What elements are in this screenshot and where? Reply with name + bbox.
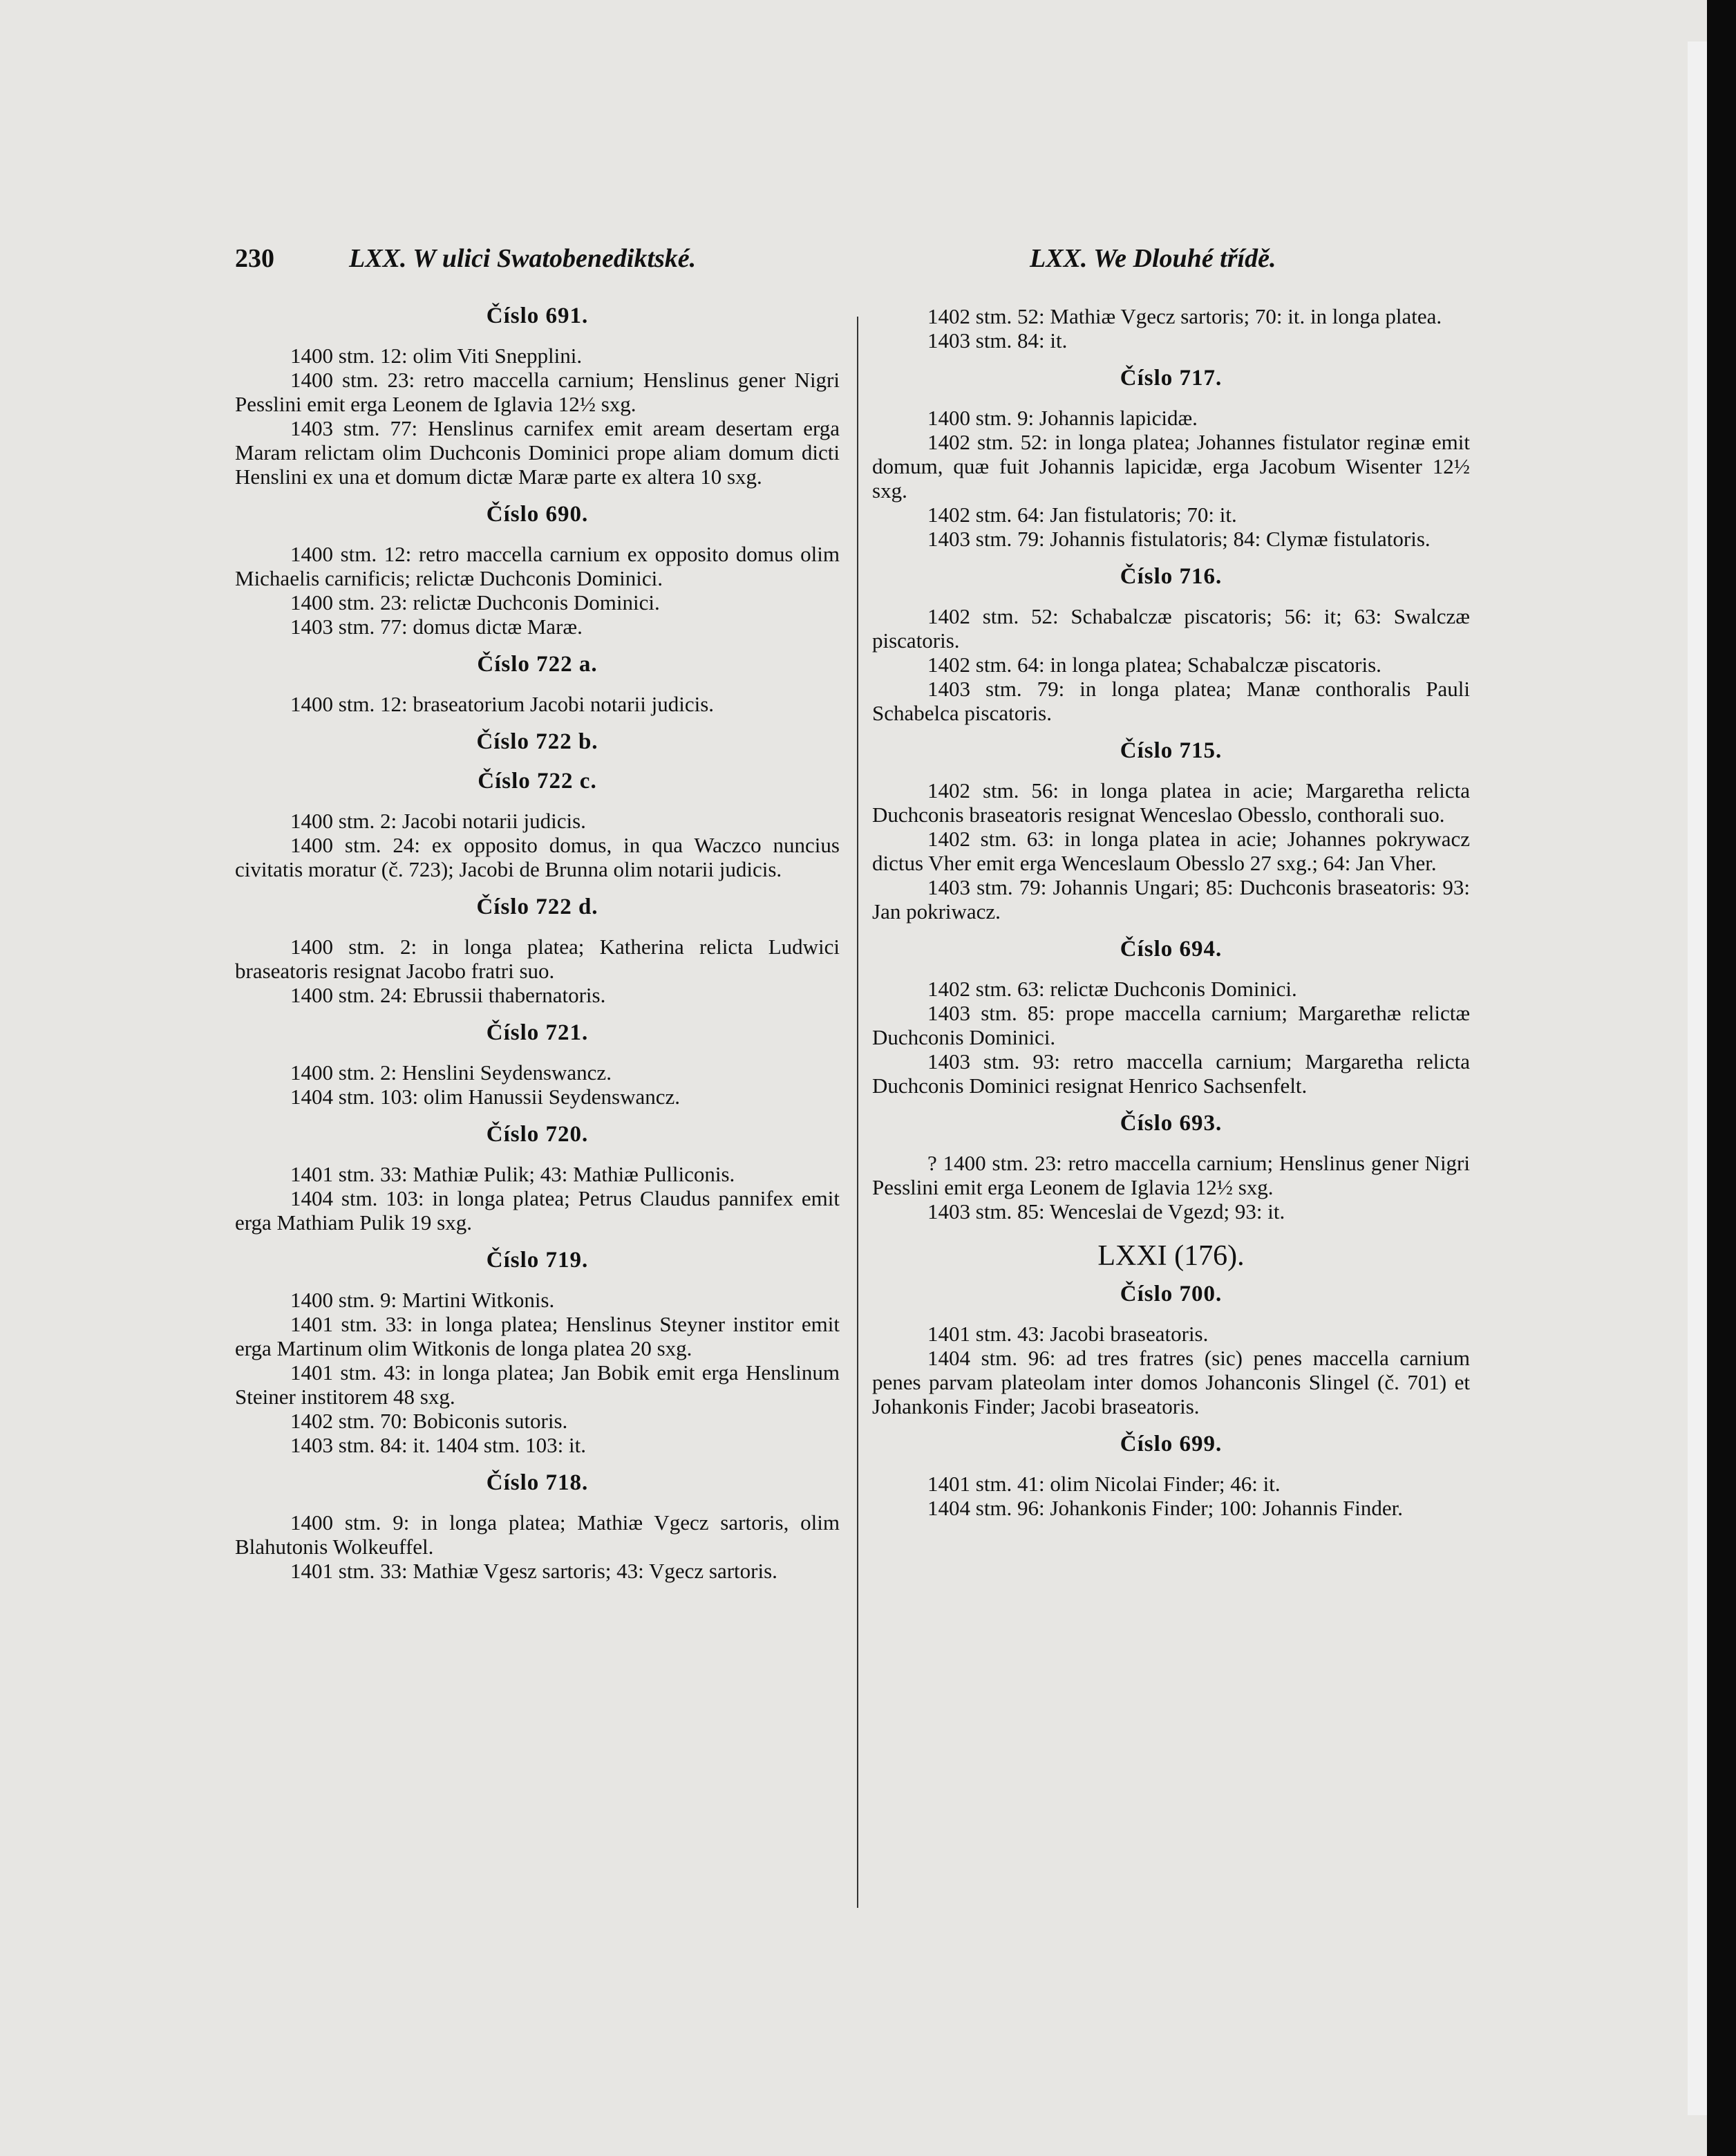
register-entry: 1403 stm. 84: it. 1404 stm. 103: it. <box>290 1433 587 1457</box>
section-heading: Číslo 715. <box>1120 738 1223 763</box>
section-heading: Číslo 699. <box>1120 1432 1223 1456</box>
register-entry: 1402 stm. 63: in longa platea in acie; Johannes pokrywacz dictus Vher emit erga Wenceslaum Obesslo 27 sxg.; 64: Jan Vher. <box>872 827 1470 875</box>
register-entry: 1402 stm. 52: Mathiæ Vgecz sartoris; 70: it. in longa platea. <box>927 304 1442 328</box>
register-entry: 1401 stm. 41: olim Nicolai Finder; 46: it. <box>927 1472 1281 1496</box>
register-entry: 1401 stm. 33: in longa platea; Henslinus Steyner institor emit erga Martinum olim Witkonis de longa platea 20 sxg. <box>235 1312 840 1360</box>
register-entry: 1403 stm. 77: domus dictæ Maræ. <box>290 615 583 639</box>
register-entry: 1401 stm. 43: in longa platea; Jan Bobik emit erga Henslinum Steiner institorem 48 sxg. <box>235 1360 840 1409</box>
register-entry: 1402 stm. 52: in longa platea; Johannes fistulator reginæ emit domum, quæ fuit Johannis lapicidæ, erga Jacobum Wisenter 12½ sxg. <box>872 430 1470 503</box>
section-heading: Číslo 718. <box>486 1470 589 1495</box>
section-heading: Číslo 721. <box>486 1020 589 1045</box>
register-entry: 1402 stm. 70: Bobiconis sutoris. <box>290 1409 568 1433</box>
section-heading: Číslo 720. <box>486 1122 589 1147</box>
register-entry: 1403 stm. 79: Johannis Ungari; 85: Duchconis braseatoris: 93: Jan pokriwacz. <box>872 875 1470 924</box>
section-heading: Číslo 722 a. <box>477 652 598 677</box>
register-entry: 1404 stm. 96: ad tres fratres (sic) penes maccella carnium penes parvam plateolam inter domos Johanconis Slingel (č. 701) et Johankonis Finder; Jacobi braseatoris. <box>872 1346 1470 1418</box>
register-entry: 1400 stm. 24: Ebrussii thabernatoris. <box>290 983 606 1007</box>
section-heading: Číslo 719. <box>486 1248 589 1273</box>
register-entry: 1400 stm. 12: braseatorium Jacobi notarii judicis. <box>290 692 715 716</box>
register-entry: 1404 stm. 103: olim Hanussii Seydenswancz. <box>290 1085 680 1109</box>
page-edge <box>1688 41 1707 2115</box>
section-heading: Číslo 717. <box>1120 366 1223 391</box>
register-entry: 1400 stm. 9: Johannis lapicidæ. <box>927 406 1198 430</box>
column-divider <box>857 317 858 1908</box>
section-heading: Číslo 700. <box>1120 1282 1223 1306</box>
register-entry: 1400 stm. 23: retro maccella carnium; Henslinus gener Nigri Pesslini emit erga Leonem de Iglavia 12½ sxg. <box>235 368 840 416</box>
register-entry: 1400 stm. 9: in longa platea; Mathiæ Vgecz sartoris, olim Blahutonis Wolkeuffel. <box>235 1510 840 1559</box>
register-entry: 1400 stm. 9: Martini Witkonis. <box>290 1288 555 1312</box>
register-entry: 1403 stm. 84: it. <box>927 328 1068 353</box>
register-entry: 1400 stm. 24: ex opposito domus, in qua Waczco nuncius civitatis moratur (č. 723); Jacobi de Brunna olim notarii judicis. <box>235 833 840 881</box>
register-entry: 1400 stm. 2: Jacobi notarii judicis. <box>290 809 586 833</box>
register-entry: 1402 stm. 56: in longa platea in acie; Margaretha relicta Duchconis braseatoris resignat Wenceslao Obesslo, conthorali suo. <box>872 778 1470 827</box>
register-entry: 1400 stm. 12: retro maccella carnium ex opposito domus olim Michaelis carnificis; relictæ Duchconis Dominici. <box>235 542 840 590</box>
register-entry: 1403 stm. 85: Wenceslai de Vgezd; 93: it. <box>927 1199 1285 1224</box>
section-heading: Číslo 693. <box>1120 1111 1223 1136</box>
register-entry: 1403 stm. 93: retro maccella carnium; Margaretha relicta Duchconis Dominici resignat Henrico Sachsenfelt. <box>872 1049 1470 1098</box>
register-entry: 1404 stm. 103: in longa platea; Petrus Claudus pannifex emit erga Mathiam Pulik 19 sxg. <box>235 1186 840 1235</box>
section-heading: Číslo 722 b. <box>476 729 598 754</box>
register-entry: 1402 stm. 64: Jan fistulatoris; 70: it. <box>927 503 1237 527</box>
section-heading: Číslo 694. <box>1120 937 1223 962</box>
register-entry: 1401 stm. 33: Mathiæ Vgesz sartoris; 43: Vgecz sartoris. <box>290 1559 777 1583</box>
right-column <box>872 304 1470 1520</box>
register-entry: 1403 stm. 77: Henslinus carnifex emit aream desertam erga Maram relictam olim Duchconis Dominici prope aliam domum dicti Henslini ex una et domum dictæ Maræ parte ex altera 10 sxg. <box>235 416 840 489</box>
register-entry: 1403 stm. 79: Johannis fistulatoris; 84: Clymæ fistulatoris. <box>927 527 1431 551</box>
register-entry: 1403 stm. 85: prope maccella carnium; Margarethæ relictæ Duchconis Dominici. <box>872 1001 1470 1049</box>
chapter-heading: LXXI (176). <box>1097 1240 1245 1272</box>
register-entry: 1402 stm. 52: Schabalczæ piscatoris; 56: it; 63: Swalczæ piscatoris. <box>872 604 1470 653</box>
register-entry: 1400 stm. 12: olim Viti Snepplini. <box>290 344 583 368</box>
page-number: 230 <box>235 244 274 273</box>
register-entry: 1401 stm. 43: Jacobi braseatoris. <box>927 1322 1209 1346</box>
register-entry: ? 1400 stm. 23: retro maccella carnium; Henslinus gener Nigri Pesslini emit erga Leonem de Iglavia 12½ sxg. <box>872 1151 1470 1199</box>
register-entry: 1403 stm. 79: in longa platea; Manæ conthoralis Pauli Schabelca piscatoris. <box>872 677 1470 725</box>
section-heading: Číslo 691. <box>486 303 589 328</box>
register-entry: 1402 stm. 63: relictæ Duchconis Dominici. <box>927 977 1297 1001</box>
section-heading: Číslo 716. <box>1120 564 1223 589</box>
register-entry: 1402 stm. 64: in longa platea; Schabalczæ piscatoris. <box>927 653 1381 677</box>
register-entry: 1400 stm. 2: in longa platea; Katherina relicta Ludwici braseatoris resignat Jacobo fratri suo. <box>235 935 840 983</box>
section-heading: Číslo 690. <box>486 502 589 527</box>
register-entry: 1401 stm. 33: Mathiæ Pulik; 43: Mathiæ Pulliconis. <box>290 1162 735 1186</box>
section-heading: Číslo 722 c. <box>478 769 597 794</box>
left-column <box>235 304 840 1583</box>
register-entry: 1400 stm. 23: relictæ Duchconis Dominici. <box>290 590 660 615</box>
left-running-title: LXX. W ulici Swatobenediktské. <box>349 244 697 273</box>
section-heading: Číslo 722 d. <box>476 894 598 919</box>
right-running-title: LXX. We Dlouhé třídě. <box>1030 244 1276 273</box>
register-entry: 1400 stm. 2: Henslini Seydenswancz. <box>290 1060 612 1085</box>
register-entry: 1404 stm. 96: Johankonis Finder; 100: Johannis Finder. <box>927 1496 1404 1520</box>
